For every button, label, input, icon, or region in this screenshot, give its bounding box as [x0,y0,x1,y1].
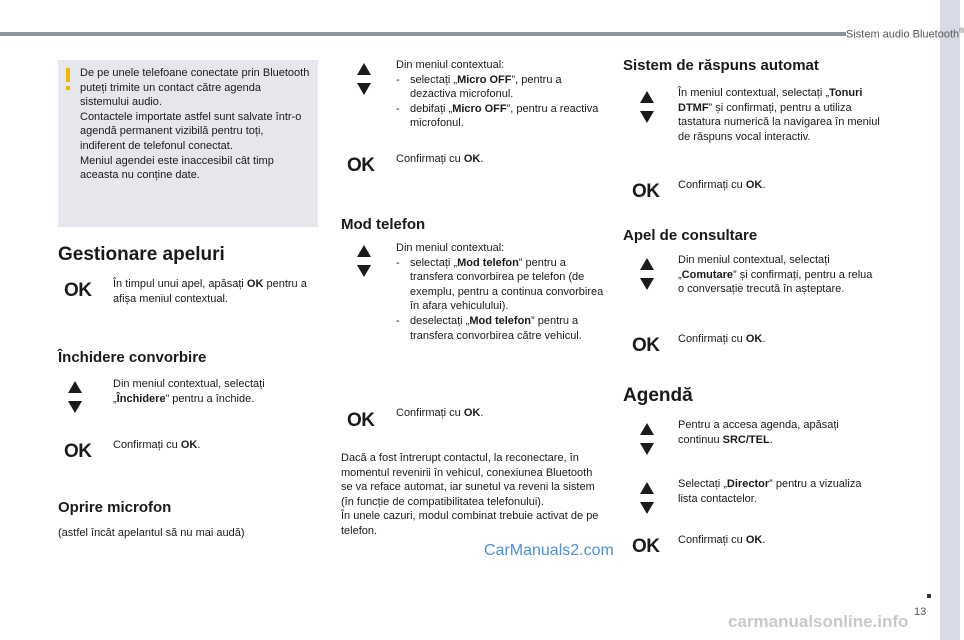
phone-mode-instructions: Din meniul contextual: - selectați „Mod telefon” pentru a transfera convorbirea pe telefon (de exemplu, pentru a continua convorbirea în afara vehiculului). - deselectați „Mod telefon” pentru a transfera convorbirea către vehicul. [396,242,604,342]
hangup-instruction: Din meniul contextual, selectați „Închidere” pentru a închide. [113,378,265,405]
up-down-arrows-icon [639,91,655,131]
confirm-ok: Confirmați cu OK. [678,534,766,546]
call-instruction: În timpul unui apel, apăsați OK pentru a afișa meniul contextual. [113,278,307,305]
mute-description: (astfel încât apelantul să nu mai audă) [58,527,245,539]
up-down-arrows-icon [356,63,372,103]
ok-icon: OK [347,410,375,431]
header-rule [0,32,846,36]
dtmf-instruction: În meniul contextual, selectați „Tonuri DTMF” și confirmați, pentru a utiliza tastatura numerică la navigarea în meniul de răspuns vocal interactiv. [678,87,880,143]
running-header: Sistem audio Bluetooth® [846,28,964,41]
confirm-ok: Confirmați cu OK. [678,179,766,191]
info-text: De pe unele telefoane conectate prin Bluetooth puteți trimite un contact către agenda sistemului audio. Contactele importate astfel sunt salvate într-o agendă permanent vizibilă pentru toți, indiferent de telefonul conectat. Meniul agendei este inaccesibil cât timp aceasta nu conține date. [80,67,310,182]
confirm-ok: Confirmați cu OK. [396,153,484,165]
page-marker [927,594,931,598]
up-down-arrows-icon [639,423,655,463]
section-title-agenda: Agendă [623,385,693,406]
confirm-ok: Confirmați cu OK. [678,333,766,345]
ok-icon: OK [347,155,375,176]
info-icon [66,68,70,82]
reconnect-note: Dacă a fost întrerupt contactul, la reconectare, în momentul revenirii în vehicul, conexiunea Bluetooth se va reface automat, iar sunetul va reveni la sistem (în funcție de compatibilitatea telefonului). În unele cazuri, modul combinat trebuie activat de pe telefon. [341,452,599,537]
subsection-title-auto-answer: Sistem de răspuns automat [623,57,819,74]
up-down-arrows-icon [67,381,83,421]
section-title-call-management: Gestionare apeluri [58,244,225,265]
confirm-ok: Confirmați cu OK. [396,407,484,419]
subsection-title-consult-call: Apel de consultare [623,227,758,244]
up-down-arrows-icon [639,258,655,298]
consult-instruction: Din meniul contextual, selectați „Comutare” și confirmați, pentru a relua o conversație trecută în așteptare. [678,254,873,296]
page-edge-bar [940,0,960,640]
ok-icon: OK [64,441,92,462]
up-down-arrows-icon [356,245,372,285]
page-number: 13 [914,606,927,618]
subsection-title-hangup: Închidere convorbire [58,349,207,366]
subsection-title-mute: Oprire microfon [58,499,172,516]
watermark-carmanualsonline: carmanualsonline.info [728,612,909,631]
ok-icon: OK [632,335,660,356]
agenda-instruction: Pentru a accesa agenda, apăsați continuu SRC/TEL. [678,419,839,446]
director-instruction: Selectați „Director” pentru a vizualiza lista contactelor. [678,478,862,505]
mic-instructions: Din meniul contextual: - selectați „Micro OFF”, pentru a dezactiva microfonul. - debifați „Micro OFF”, pentru a reactiva microfonul. [396,59,599,130]
confirm-ok: Confirmați cu OK. [113,439,201,451]
ok-icon: OK [632,536,660,557]
subsection-title-phone-mode: Mod telefon [341,216,426,233]
up-down-arrows-icon [639,482,655,522]
ok-icon: OK [632,181,660,202]
ok-icon: OK [64,280,92,301]
watermark-carmanuals2: CarManuals2.com [484,542,614,559]
info-icon-dot [66,86,70,90]
